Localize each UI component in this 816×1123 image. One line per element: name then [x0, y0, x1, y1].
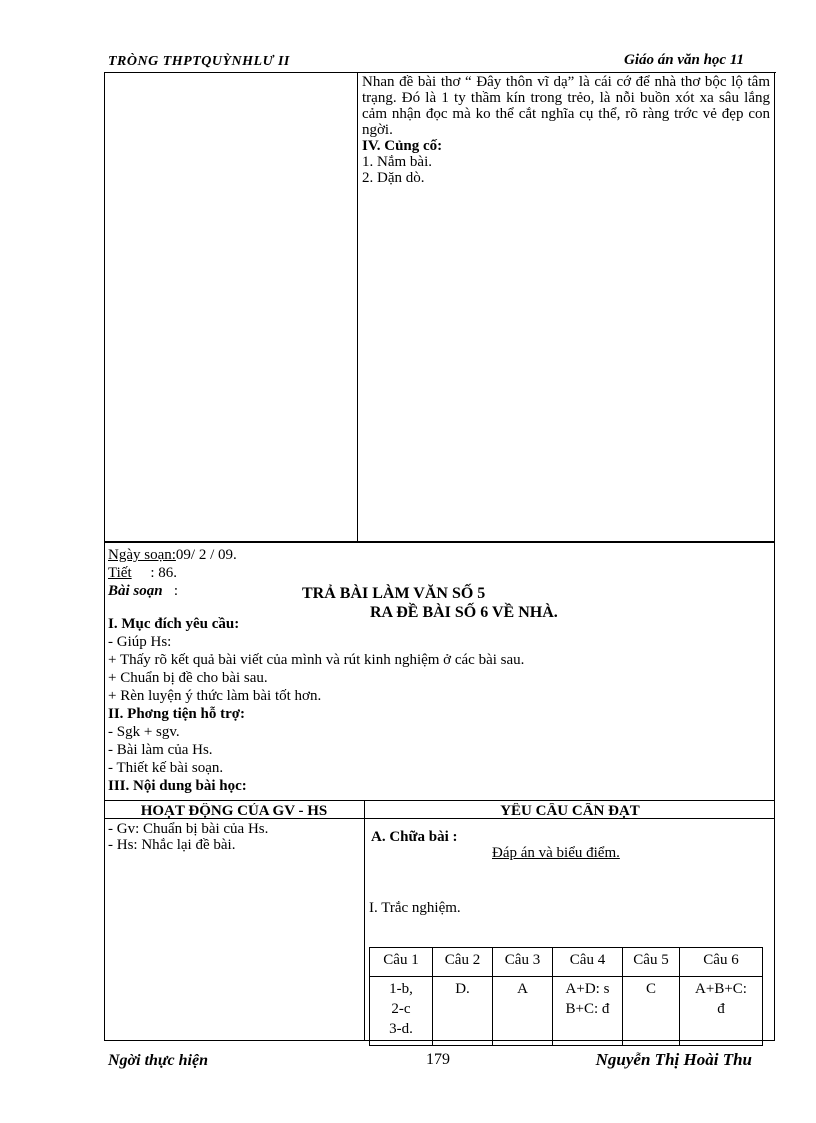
subject-title: Giáo án văn học 11: [623, 52, 744, 68]
performer-label: Ngời thực hiện: [108, 1052, 208, 1069]
continuation-column-divider: [357, 73, 358, 543]
quiz-header-cell: Câu 3: [493, 948, 553, 977]
quiz-header-cell: Câu 6: [680, 948, 763, 977]
quiz-answer-cell: [433, 977, 493, 1046]
school-name: TRÒNG THPTQUỲNHLƯ II: [108, 54, 290, 69]
quiz-answer-cell: [370, 977, 433, 1046]
section1-item: - Giúp Hs:: [108, 634, 172, 650]
quiz-header-cell: Câu 1: [370, 948, 433, 977]
activity-column-divider: [364, 800, 365, 1041]
section1-item: + Rèn luyện ý thức làm bài tốt hơn.: [108, 688, 322, 704]
answer-line: D.: [455, 981, 470, 997]
lesson-content: [108, 546, 768, 795]
lesson-title-line1: TRẢ BÀI LÀM VĂN SỐ 5: [302, 585, 486, 602]
quiz-answer-cell: [623, 977, 680, 1046]
lesson-title-line2: RA ĐỀ BÀI SỐ 6 VỀ NHÀ.: [370, 604, 558, 621]
quiz-header-cell: Câu 2: [433, 948, 493, 977]
activity-cell: [108, 821, 358, 853]
quiz-answer-cell: [680, 977, 763, 1046]
consolidation-item: 2. Dặn dò.: [362, 170, 425, 186]
answer-line: 3-d.: [389, 1021, 413, 1037]
quiz-answer-row: [370, 977, 763, 1046]
conclusion-paragraph: Nhan đề bài thơ “ Đây thôn vĩ dạ” là cái cớ để nhà thơ bộc lộ tâm trạng. Đó là 1 ty thầm kín trong trẻo, là nỗi buồn xót xa sâu lắng cảm nhận đọc mà ko thể cắt nghĩa cụ thể, rõ ràng trớc vẻ đẹp con ngời.: [362, 74, 770, 138]
lesson-date: [108, 546, 768, 564]
requirement-column-header: YÊU CẦU CẦN ĐẠT: [500, 803, 640, 818]
answer-line: 1-b,: [389, 981, 413, 997]
answer-key-title: Đáp án và biểu điểm.: [492, 845, 620, 861]
section1-heading: I. Mục đích yêu cầu:: [108, 616, 240, 632]
answer-line: đ: [717, 1001, 725, 1017]
section2-item: - Bài làm của Hs.: [108, 742, 213, 758]
answer-line: A+D: s: [565, 981, 610, 997]
answer-line: C: [645, 981, 656, 997]
date-label: Ngày soạn:: [108, 547, 176, 563]
quiz-header-cell: Câu 4: [553, 948, 623, 977]
continuation-right-cell: [362, 74, 770, 186]
section1-item: + Thấy rõ kết quả bài viết của mình và rút kinh nghiệm ở các bài sau.: [108, 652, 525, 668]
date-value: 09/ 2 / 09.: [175, 547, 237, 563]
section2-item: - Thiết kế bài soạn.: [108, 760, 224, 776]
period-value: : 86.: [131, 565, 178, 581]
quiz-answer-cell: [493, 977, 553, 1046]
activity-column-header: HOẠT ĐỘNG CỦA GV - HS: [140, 803, 328, 818]
lesson-period: [108, 564, 768, 582]
section3-heading: III. Nội dung bài học:: [108, 778, 247, 794]
section-a-heading: A. Chữa bài :: [371, 829, 458, 845]
quiz-heading: I. Trắc nghiệm.: [369, 900, 461, 916]
section2-heading: II. Phơng tiện hỗ trợ:: [108, 706, 246, 722]
author-name: Nguyễn Thị Hoài Thu: [595, 1050, 752, 1069]
plan-value: :: [162, 583, 179, 599]
section1-item: + Chuẩn bị đề cho bài sau.: [108, 670, 268, 686]
quiz-answer-cell: [553, 977, 623, 1046]
activity-item: - Gv: Chuẩn bị bài của Hs.: [108, 821, 269, 837]
consolidation-heading: IV. Củng cố:: [362, 138, 443, 154]
period-label: Tiết: [108, 565, 132, 581]
quiz-header-cell: Câu 5: [623, 948, 680, 977]
answer-line: A+B+C:: [695, 981, 747, 997]
quiz-answer-table: [369, 947, 763, 1046]
section2-item: - Sgk + sgv.: [108, 724, 180, 740]
consolidation-item: 1. Nắm bài.: [362, 154, 432, 170]
answer-line: A: [517, 981, 528, 997]
activity-item: - Hs: Nhắc lại đề bài.: [108, 837, 236, 853]
quiz-header-row: [370, 948, 763, 977]
answer-line: 2-c: [391, 1001, 411, 1017]
plan-label: Bài soạn: [108, 583, 163, 599]
answer-line: B+C: đ: [565, 1001, 610, 1017]
page-number: 179: [426, 1051, 450, 1068]
